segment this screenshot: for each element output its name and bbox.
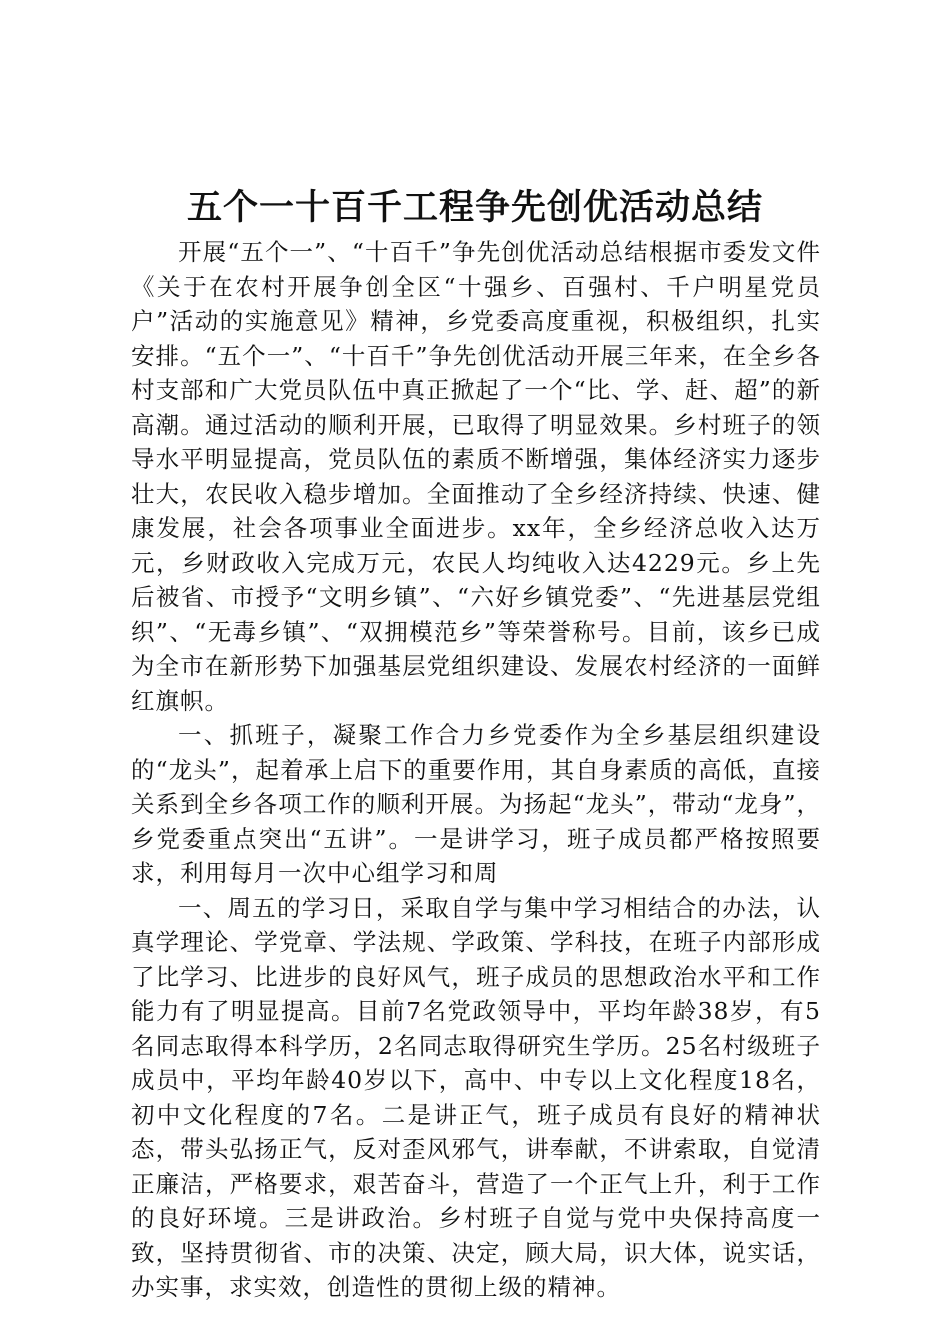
- document-body: [131, 235, 821, 1305]
- document-title: 五个一十百千工程争先创优活动总结: [186, 188, 763, 228]
- paragraph-section-one: 一、抓班子，凝聚工作合力乡党委作为全乡基层组织建设的“龙头”，起着承上启下的重要作用，其自身素质的高低，直接关系到全乡各项工作的顺利开展。为扬起“龙头”，带动“龙身”，乡党委重点突出“五讲”。一是讲学习，班子成员都严格按照要求，利用每月一次中心组学习和周: [131, 721, 821, 887]
- paragraph-intro: 开展“五个一”、“十百千”争先创优活动总结根据市委发文件《关于在农村开展争创全区“十强乡、百强村、千户明星党员户”活动的实施意见》精神，乡党委高度重视，积极组织，扎实安排。“五个一”、“十百千”争先创优活动开展三年来，在全乡各村支部和广大党员队伍中真正掀起了一个“比、学、赶、超”的新高潮。通过活动的顺利开展，已取得了明显效果。乡村班子的领导水平明显提高，党员队伍的素质不断增强，集体经济实力逐步壮大，农民收入稳步增加。全面推动了全乡经济持续、快速、健康发展，社会各项事业全面进步。xx年，全乡经济总收入达万元，乡财政收入完成万元，农民人均纯收入达4229元。乡上先后被省、市授予“文明乡镇”、“六好乡镇党委”、“先进基层党组织”、“无毒乡镇”、“双拥模范乡”等荣誉称号。目前，该乡已成为全市在新形势下加强基层党组织建设、发展农村经济的一面鲜红旗帜。: [131, 238, 821, 715]
- paragraph-section-one-continued: 一、周五的学习日，采取自学与集中学习相结合的办法，认真学理论、学党章、学法规、学政策、学科技，在班子内部形成了比学习、比进步的良好风气，班子成员的思想政治水平和工作能力有了明显提高。目前7名党政领导中，平均年龄38岁，有5名同志取得本科学历，2名同志取得研究生学历。25名村级班子成员中，平均年龄40岁以下，高中、中专以上文化程度18名，初中文化程度的7名。二是讲正气，班子成员有良好的精神状态，带头弘扬正气，反对歪风邪气，讲奉献，不讲索取，自觉清正廉洁，严格要求，艰苦奋斗，营造了一个正气上升，利于工作的良好环境。三是讲政治。乡村班子自觉与党中央保持高度一致，坚持贯彻省、市的决策、决定，顾大局，识大体，说实话，办实事，求实效，创造性的贯彻上级的精神。: [131, 893, 821, 1301]
